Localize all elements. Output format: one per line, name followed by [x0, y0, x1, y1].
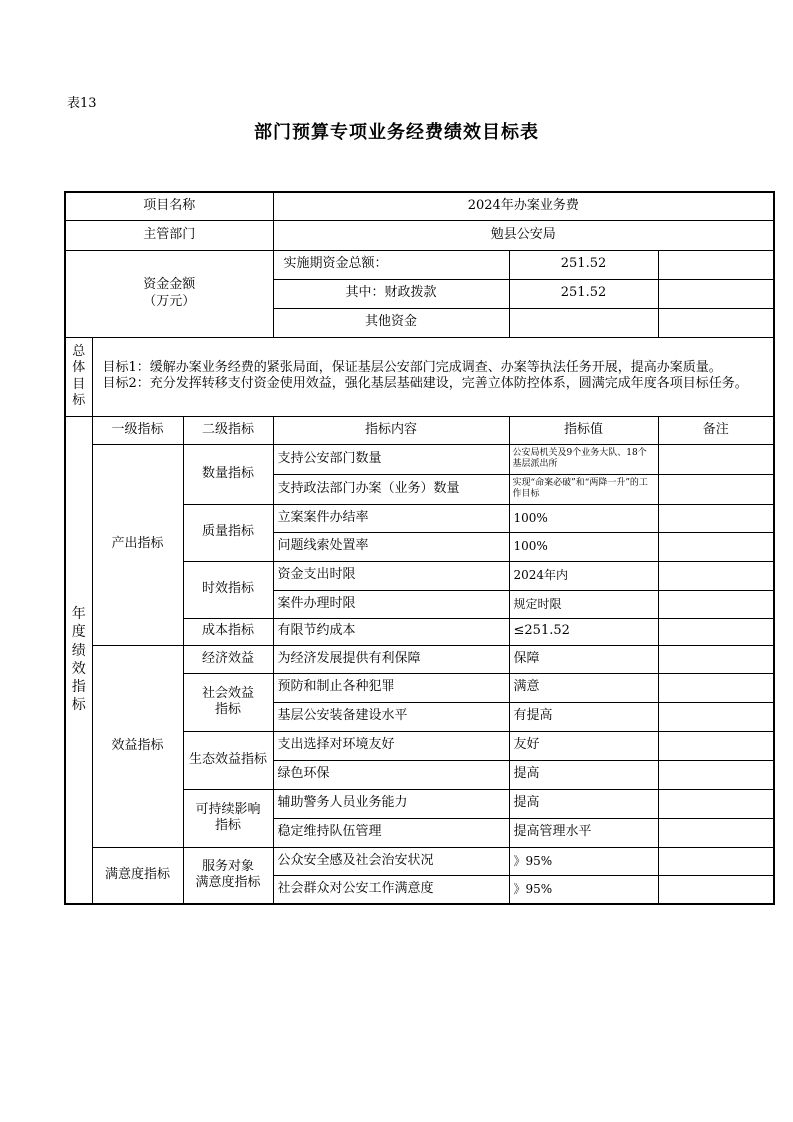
indicator-note: [658, 532, 774, 561]
indicator-value: 友好: [509, 731, 658, 760]
department-row: [65, 220, 774, 250]
fund-amount-label-line1: 资金金额: [143, 277, 196, 293]
header-note: 备注: [658, 416, 774, 444]
indicator-note: [658, 702, 774, 731]
table-number-label: 表13: [67, 96, 97, 111]
indicator-note: [658, 875, 774, 904]
cost-indicators-label: 成本指标: [183, 618, 273, 645]
indicator-value: 2024年内: [509, 561, 658, 590]
benefit-indicators-label: 效益指标: [92, 645, 183, 847]
social-benefit-label: 社会效益 指标: [183, 673, 273, 731]
timeliness-indicators-label: 时效指标: [183, 561, 273, 618]
project-name-label: 项目名称: [65, 192, 273, 220]
fund-total-row: [65, 250, 774, 279]
table-row: [65, 444, 774, 474]
project-name-row: [65, 192, 774, 220]
indicator-note: [658, 673, 774, 702]
project-name-value: 2024年办案业务费: [273, 192, 774, 220]
indicator-note: [658, 847, 774, 875]
indicator-content: 资金支出时限: [273, 561, 509, 590]
indicator-content: 辅助警务人员业务能力: [273, 789, 509, 818]
table-row: [65, 645, 774, 673]
indicator-note: [658, 561, 774, 590]
indicator-note: [658, 731, 774, 760]
sustainable-impact-label: 可持续影响 指标: [183, 789, 273, 847]
overall-goals-label: 总体目标: [65, 337, 92, 416]
header-level1: 一级指标: [92, 416, 183, 444]
indicator-note: [658, 444, 774, 474]
indicator-note: [658, 818, 774, 847]
fund-amount-label: [65, 250, 273, 337]
indicator-value: 提高: [509, 789, 658, 818]
indicator-content: 支出选择对环境友好: [273, 731, 509, 760]
output-indicators-label: 产出指标: [92, 444, 183, 645]
fund-total-value: 251.52: [509, 250, 658, 279]
indicator-content: 公众安全感及社会治安状况: [273, 847, 509, 875]
performance-table: [64, 191, 775, 905]
fund-fiscal-blank: [658, 279, 774, 308]
indicator-content: 绿色环保: [273, 760, 509, 789]
fund-other-blank: [658, 308, 774, 337]
quantity-indicators-label: 数量指标: [183, 444, 273, 504]
indicator-content: 稳定维持队伍管理: [273, 818, 509, 847]
header-content: 指标内容: [273, 416, 509, 444]
fund-amount-label-line2: （万元）: [143, 293, 196, 309]
indicator-value: 满意: [509, 673, 658, 702]
indicator-content: 有限节约成本: [273, 618, 509, 645]
department-label: 主管部门: [65, 220, 273, 250]
page-title: 部门预算专项业务经费绩效目标表: [254, 122, 539, 143]
department-value: 勉县公安局: [273, 220, 774, 250]
table-row: [65, 847, 774, 875]
indicator-value: ≤251.52: [509, 618, 658, 645]
fund-total-label: 实施期资金总额：: [273, 250, 509, 279]
indicator-content: 预防和制止各种犯罪: [273, 673, 509, 702]
goal-1: 目标1：缓解办案业务经费的紧张局面，保证基层公安部门完成调查、办案等执法任务开展，提高办案质量。: [102, 359, 722, 375]
indicator-value: 保障: [509, 645, 658, 673]
indicator-value: 》95%: [509, 847, 658, 875]
indicator-content: 问题线索处置率: [273, 532, 509, 561]
indicator-note: [658, 504, 774, 532]
indicator-value: 实现“命案必破”和“两降一升”的工作目标: [509, 474, 658, 504]
indicator-note: [658, 760, 774, 789]
indicator-value: 公安局机关及9个业务大队、18个基层派出所: [509, 444, 658, 474]
indicator-note: [658, 789, 774, 818]
indicator-content: 案件办理时限: [273, 590, 509, 618]
indicator-header-row: [65, 416, 774, 444]
satisfaction-indicators-label: 满意度指标: [92, 847, 183, 904]
indicator-note: [658, 590, 774, 618]
indicator-note: [658, 618, 774, 645]
indicator-value: 》95%: [509, 875, 658, 904]
indicator-value: 100%: [509, 532, 658, 561]
fund-total-blank: [658, 250, 774, 279]
service-satisfaction-label: 服务对象 满意度指标: [183, 847, 273, 904]
header-level2: 二级指标: [183, 416, 273, 444]
fund-other-label: 其他资金: [273, 308, 509, 337]
indicator-value: 规定时限: [509, 590, 658, 618]
economic-benefit-label: 经济效益: [183, 645, 273, 673]
quality-indicators-label: 质量指标: [183, 504, 273, 561]
indicator-content: 立案案件办结率: [273, 504, 509, 532]
annual-indicators-label: 年度绩效指标: [65, 416, 92, 904]
indicator-value: 有提高: [509, 702, 658, 731]
indicator-content: 支持政法部门办案（业务）数量: [273, 474, 509, 504]
goal-2: 目标2：充分发挥转移支付资金使用效益，强化基层基础建设，完善立体防控体系，圆满完成年度各项目标任务。: [102, 376, 748, 391]
overall-goals-text: [92, 337, 774, 416]
header-value: 指标值: [509, 416, 658, 444]
fund-other-value: [509, 308, 658, 337]
indicator-content: 基层公安装备建设水平: [273, 702, 509, 731]
indicator-value: 提高: [509, 760, 658, 789]
overall-goals-row: [65, 337, 774, 416]
indicator-value: 提高管理水平: [509, 818, 658, 847]
indicator-note: [658, 474, 774, 504]
ecological-benefit-label: 生态效益指标: [183, 731, 273, 789]
indicator-value: 100%: [509, 504, 658, 532]
indicator-content: 支持公安部门数量: [273, 444, 509, 474]
indicator-content: 社会群众对公安工作满意度: [273, 875, 509, 904]
indicator-note: [658, 645, 774, 673]
fund-fiscal-value: 251.52: [509, 279, 658, 308]
indicator-content: 为经济发展提供有利保障: [273, 645, 509, 673]
fund-fiscal-label: 其中：财政拨款: [273, 279, 509, 308]
